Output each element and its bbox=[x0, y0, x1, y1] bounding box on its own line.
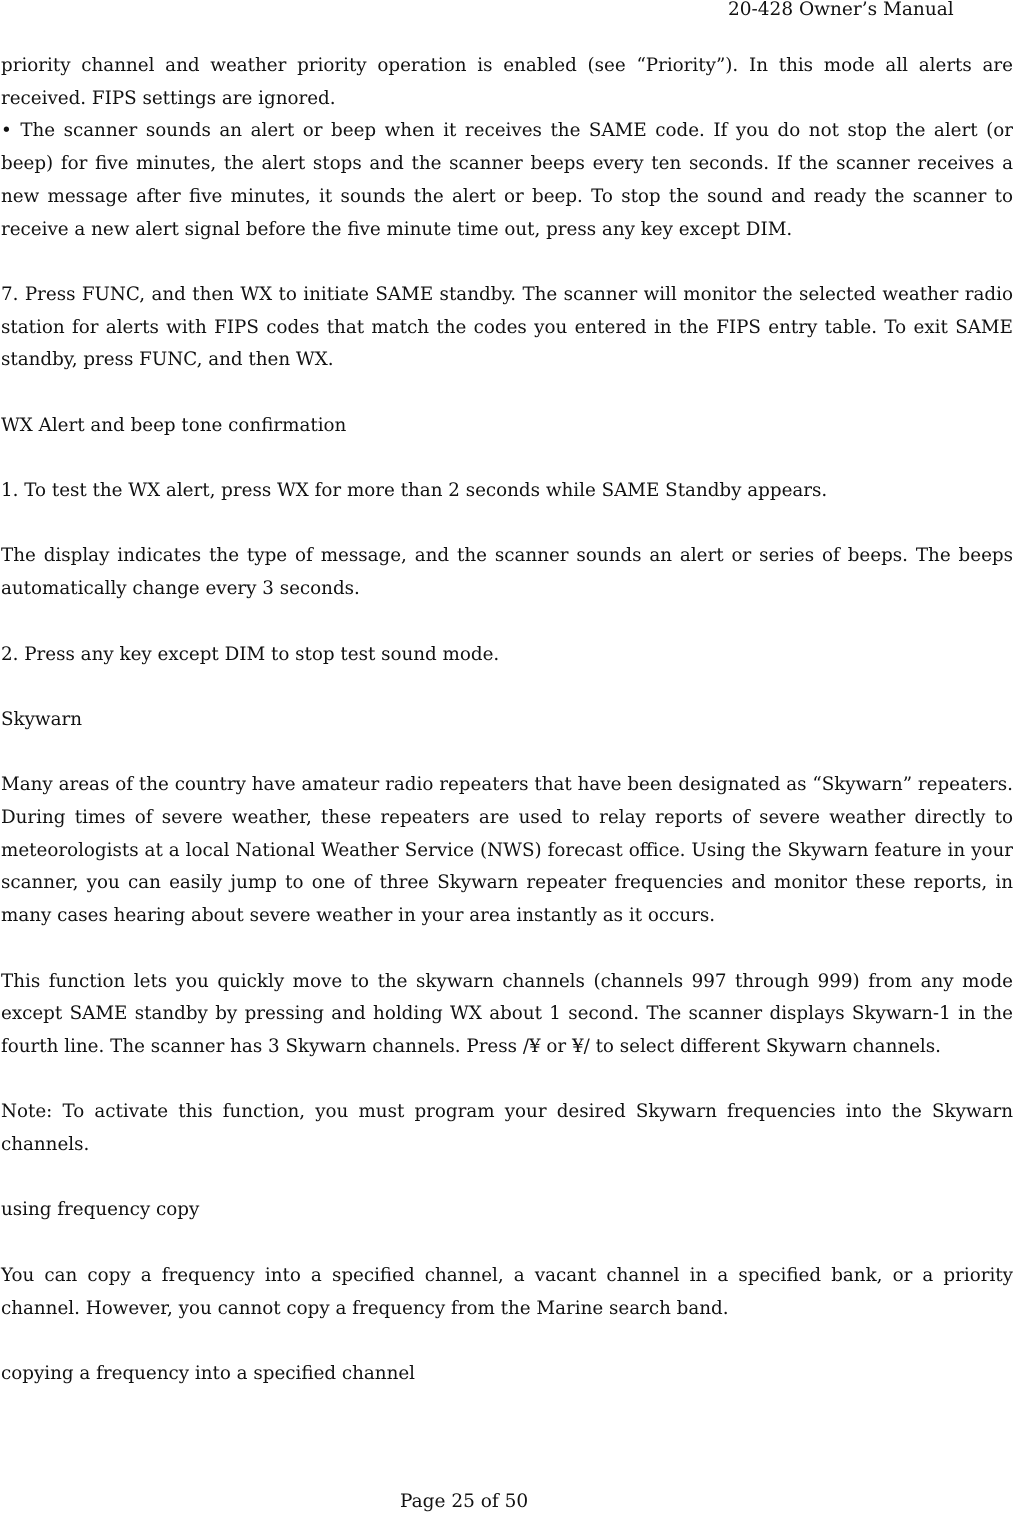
heading-copy-specified-channel: copying a frequency into a specified channel bbox=[1, 1362, 416, 1384]
heading-wx-alert: WX Alert and beep tone confirmation bbox=[1, 414, 347, 436]
paragraph-priority: priority channel and weather priority operation is enabled (see “Priority”). In this mode all alerts are received. FIPS settings are ignored. bbox=[1, 55, 1013, 109]
paragraph-alert-bullet: • The scanner sounds an alert or beep when it receives the SAME code. If you do not stop the alert (or beep) for five minutes, the alert stops and the scanner beeps every ten seconds. If the scanner receives a new message after five minutes, it sounds the alert or beep. To stop the sound and ready the scanner to receive a new alert signal before the five minute time out, press any key except DIM. bbox=[1, 120, 1013, 240]
paragraph-display-indicates: The display indicates the type of message, and the scanner sounds an alert or series of beeps. The beeps automatically change every 3 seconds. bbox=[1, 545, 1013, 600]
heading-skywarn: Skywarn bbox=[1, 708, 82, 730]
page-header: 20-428 Owner’s Manual bbox=[728, 0, 954, 20]
document-body bbox=[1, 50, 1013, 1391]
paragraph-skywarn-intro: Many areas of the country have amateur radio repeaters that have been designated as “Skywarn” repeaters. During times of severe weather, these repeaters are used to relay reports of severe weather directly to meteorologists at a local National Weather Service (NWS) forecast office. Using the Skywarn feature in your scanner, you can easily jump to one of three Skywarn repeater frequencies and monitor these reports, in many cases hearing about severe weather in your area instantly as it occurs. bbox=[1, 774, 1013, 927]
heading-frequency-copy: using frequency copy bbox=[1, 1199, 200, 1221]
paragraph-skywarn-function: This function lets you quickly move to the skywarn channels (channels 997 through 999) from any mode except SAME standby by pressing and holding WX about 1 second. The scanner displays Skywarn-1 in the fourth line. The scanner has 3 Skywarn channels. Press /¥ or ¥/ to select different Skywarn channels. bbox=[1, 970, 1013, 1057]
paragraph-step-7: 7. Press FUNC, and then WX to initiate SAME standby. The scanner will monitor the selected weather radio station for alerts with FIPS codes that match the codes you entered in the FIPS entry table. To exit SAME standby, press FUNC, and then WX. bbox=[1, 283, 1013, 371]
page-number: Page 25 of 50 bbox=[400, 1491, 529, 1512]
paragraph-step-2: 2. Press any key except DIM to stop test sound mode. bbox=[1, 643, 500, 665]
paragraph-step-1: 1. To test the WX alert, press WX for more than 2 seconds while SAME Standby appears. bbox=[1, 480, 828, 502]
paragraph-note: Note: To activate this function, you must program your desired Skywarn frequencies into the Skywarn channels. bbox=[1, 1101, 1013, 1156]
paragraph-copy-intro: You can copy a frequency into a specified channel, a vacant channel in a specified bank, or a priority channel. However, you cannot copy a frequency from the Marine search band. bbox=[1, 1264, 1013, 1319]
